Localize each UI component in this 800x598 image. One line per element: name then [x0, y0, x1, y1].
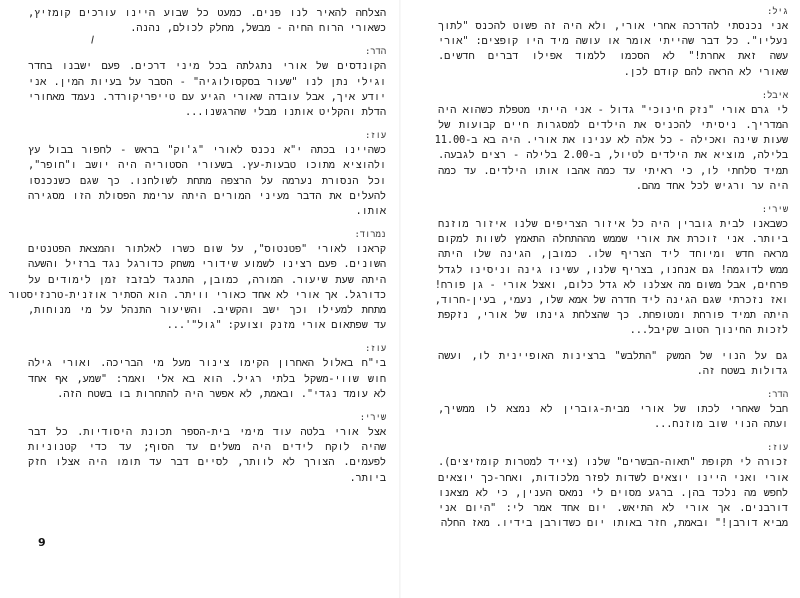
text-line: ולהוציא מתוכו טבעות-עץ. בשעורי הסטוריה היה יושב ו"חופר",	[28, 159, 386, 172]
text-line: ואז נזכרתי שגם הגינה ליד חדרה של אמא שלו, נעמי, בעין-חרוד,	[434, 294, 788, 307]
text-line: ביותר.	[349, 471, 386, 484]
left-text-column	[8, 6, 386, 496]
speaker-label: שירי:	[761, 205, 788, 216]
dialogue-block	[28, 412, 386, 486]
speaker-label: הדר:	[766, 390, 788, 401]
text-line: הצלחה להאיר לנו פנים. כמעט כל שבוע היינו עורכים קומזיץ,	[28, 7, 386, 19]
right-page	[400, 0, 800, 598]
text-line: שאורי לא הראה להם קודם לכן.	[623, 65, 788, 78]
text-line: אני נכנסתי להדרכה אחרי אורי, ולא היה זה פשוט להכנס "לתוך	[438, 20, 788, 32]
text-line: נעליו". כל דבר שהייתי אומר או עושה מיד היו קופצים: "אורי	[438, 35, 788, 48]
text-line: לפעמים. הצורך לא לוותר, לסיים דבר עד תומו היה אצלו חזק	[28, 456, 386, 469]
dialogue-block	[438, 442, 788, 531]
text-line: מתחת למעילו וכך ישב והקשיב. והשיעור התנהל על מי מנוחות,	[28, 304, 386, 317]
speaker-label: עוז:	[364, 344, 386, 355]
text-line: ביותר. אני זוכרת את אורי שממש מההתחלה התאמץ לשוות למקום	[438, 233, 788, 246]
dialogue-block	[434, 204, 788, 339]
text-line: בי"ח באלול האחרון הקימו צינור מעל מי הבריכה. ואורי גילה	[28, 357, 386, 370]
text-line: וגילי נתן לנו "שעור בסקסולוגיה" - הסבר על בעיות המין. אני	[28, 75, 386, 88]
text-line: אותו.	[355, 205, 386, 218]
speaker-label: הדר:	[364, 47, 386, 58]
text-line: דורבנים. אך אורי לא התיאש. יום אחד אמר לי: "היום אני	[438, 502, 788, 515]
text-line: היה ער ורגיש לכל אחד מהם.	[635, 179, 788, 192]
speaker-label: עוז:	[364, 131, 386, 142]
text-line: לזכות החינוך הטוב שקיבל...	[629, 324, 788, 337]
text-line: שעות שינה ואכילה - כל אלה לא ענינו את אורי. היה בא ב-11.00	[434, 134, 788, 147]
text-line: השונים. פעם רצינו לשמוע שידורי משחק כדורגל נגד ברזיל והשעה	[28, 258, 386, 271]
text-line: ממש לדוגמה! גם אנחנו, בצריף שלנו, עשינו גינה וניסינו לגדל	[438, 263, 788, 276]
text-line: עשה זאת אחרת!" לא הסכמו ללמוד אפילו דברים חדשים.	[438, 50, 788, 63]
speaker-label: שירי:	[359, 413, 386, 424]
text-line: וכל הנסורת נערמה על הרצפה מתחת לשולחנו. כך שגם כשנכנסו	[28, 174, 386, 187]
speaker-label: נמרוד:	[354, 230, 386, 241]
text-line: המדריך. ניסיתי להכניס את הילדים למסגרות חיים קבועות של	[438, 119, 788, 132]
speaker-label: איבל:	[761, 90, 788, 101]
text-line: עד שפתאום אורי מזנק וצועק: "גול"'...	[166, 319, 386, 332]
speaker-label: עוז:	[766, 443, 788, 454]
text-line: תמיד סלחתי לו, כי ראיתי עד כמה אהבו אותו הילדים. עד כמה	[438, 164, 788, 177]
dialogue-block	[434, 90, 788, 194]
text-line: שהיה לוקח לידים היה משלים עד הסוף; עד כדי קטנוניות	[28, 441, 386, 454]
text-line: מראה חדש ומיוחד ליד הצריף שלו. כמובן, הגינה שלו היתה	[438, 248, 788, 261]
text-line: הדלת והקליט אותנו מבלי שהרגשנו...	[185, 106, 386, 119]
text-line: מביא דורבן!" ובאמת, חזר באותו יום כשדורבן בידיו. מאז החלה	[440, 517, 788, 530]
text-line: כשאורי הרוח החיה - מבשל, מחלק לכולם, נהנה.	[130, 22, 386, 35]
text-line: גם על הנוי של המשק "התלבש" ברצינות האופיינית לו, ועשה	[438, 349, 788, 362]
text-line: זכורה לי תקופת "תאוה-הבשרים" שלנו (צייד למטרות קומזיצים).	[438, 456, 788, 469]
text-line: אצל אורי בלטה עוד מימי בית-הספר תכונת היסודיות. כל דבר	[28, 426, 386, 439]
page-number: 9	[38, 536, 46, 549]
dialogue-block	[28, 130, 386, 219]
text-line: כשבאנו לבית גוברין היה כל איזור הצריפים שלנו איזור מוזנח	[438, 218, 788, 231]
text-line: כשהיינו בכתה י"א נכנס לאורי "ג'וק" בראש - לחפור בבול עץ	[28, 144, 386, 157]
text-line: היתה שעת שיעור. המורה, כמובן, התנגד לבזבז זמן לימודים על	[28, 273, 386, 286]
speaker-label: גיל:	[766, 7, 788, 17]
text-line: בלילה, מוציא את הילדים לטיול, ב-2.00 בלילה - רצים לגבעה.	[438, 149, 788, 162]
text-line: יודע איך, אבל עובדה שאורי הגיע עם טייפריקורדר. נעמד מאחורי	[28, 90, 386, 103]
dialogue-block	[438, 349, 788, 379]
dialogue-block	[28, 343, 386, 402]
text-line: כדורגל. אך אורי לא אחד כאורי וויתר. הוא הסתיר אוזנית-טרנזיסטור	[8, 288, 386, 301]
text-line: לי גרם אורי "נזק חינוכי" גדול - אני הייתי מטפלת כשהוא היה	[438, 103, 788, 116]
text-line: ועתה הנוי שוב מוזנח...	[653, 418, 788, 431]
text-line: לחפש מה נלכד בהן. ברגע מסוים לי נמאס הענין, כי לא מצאנו	[438, 486, 788, 499]
right-text-column	[434, 6, 788, 541]
text-line: פרחים, אבל משום מה אצלנו לא גדל כלום, ואצל אורי - גן פורח!	[434, 278, 788, 291]
dialogue-block	[28, 6, 386, 36]
text-line: להעלים את הדבר מעיני המורים היתה ערימת הפסולת הזו מסגירה	[28, 189, 386, 202]
dialogue-block	[438, 6, 788, 80]
text-line: הקונדסים של אורי נתגלתה בכל מיני דרכים. פעם ישבנו בחדר	[28, 60, 386, 73]
text-line: היתה תמיד פורחת ומטופחת. כך שהצלחת גינתו של אורי, נזקפת	[438, 309, 788, 322]
dialogue-block	[28, 46, 386, 120]
text-line: לא עומד נגדי". ובאמת, לא אפשר היה להתחרות בו בשטח הזה.	[57, 387, 386, 400]
dialogue-block	[438, 389, 788, 432]
text-line: חבל שאחרי לכתו של אורי מבית-גוברין לא נמצא לו ממשיך,	[438, 403, 788, 416]
dialogue-block	[8, 229, 386, 333]
text-line: גדולות בשטח זה.	[696, 364, 788, 377]
text-line: קראנו לאורי "פטנטוס", על שום כשרו לאלתור והמצאת הפטנטים	[28, 243, 386, 256]
text-line: חוש שווי-משקל בלתי רגיל. הוא בא אלי ואמר: "שמע, אף אחד	[28, 372, 386, 385]
text-line: אורי ואני היינו יוצאים לשדות לפזר מלכודות, ואחר-כך יוצאים	[438, 471, 788, 484]
